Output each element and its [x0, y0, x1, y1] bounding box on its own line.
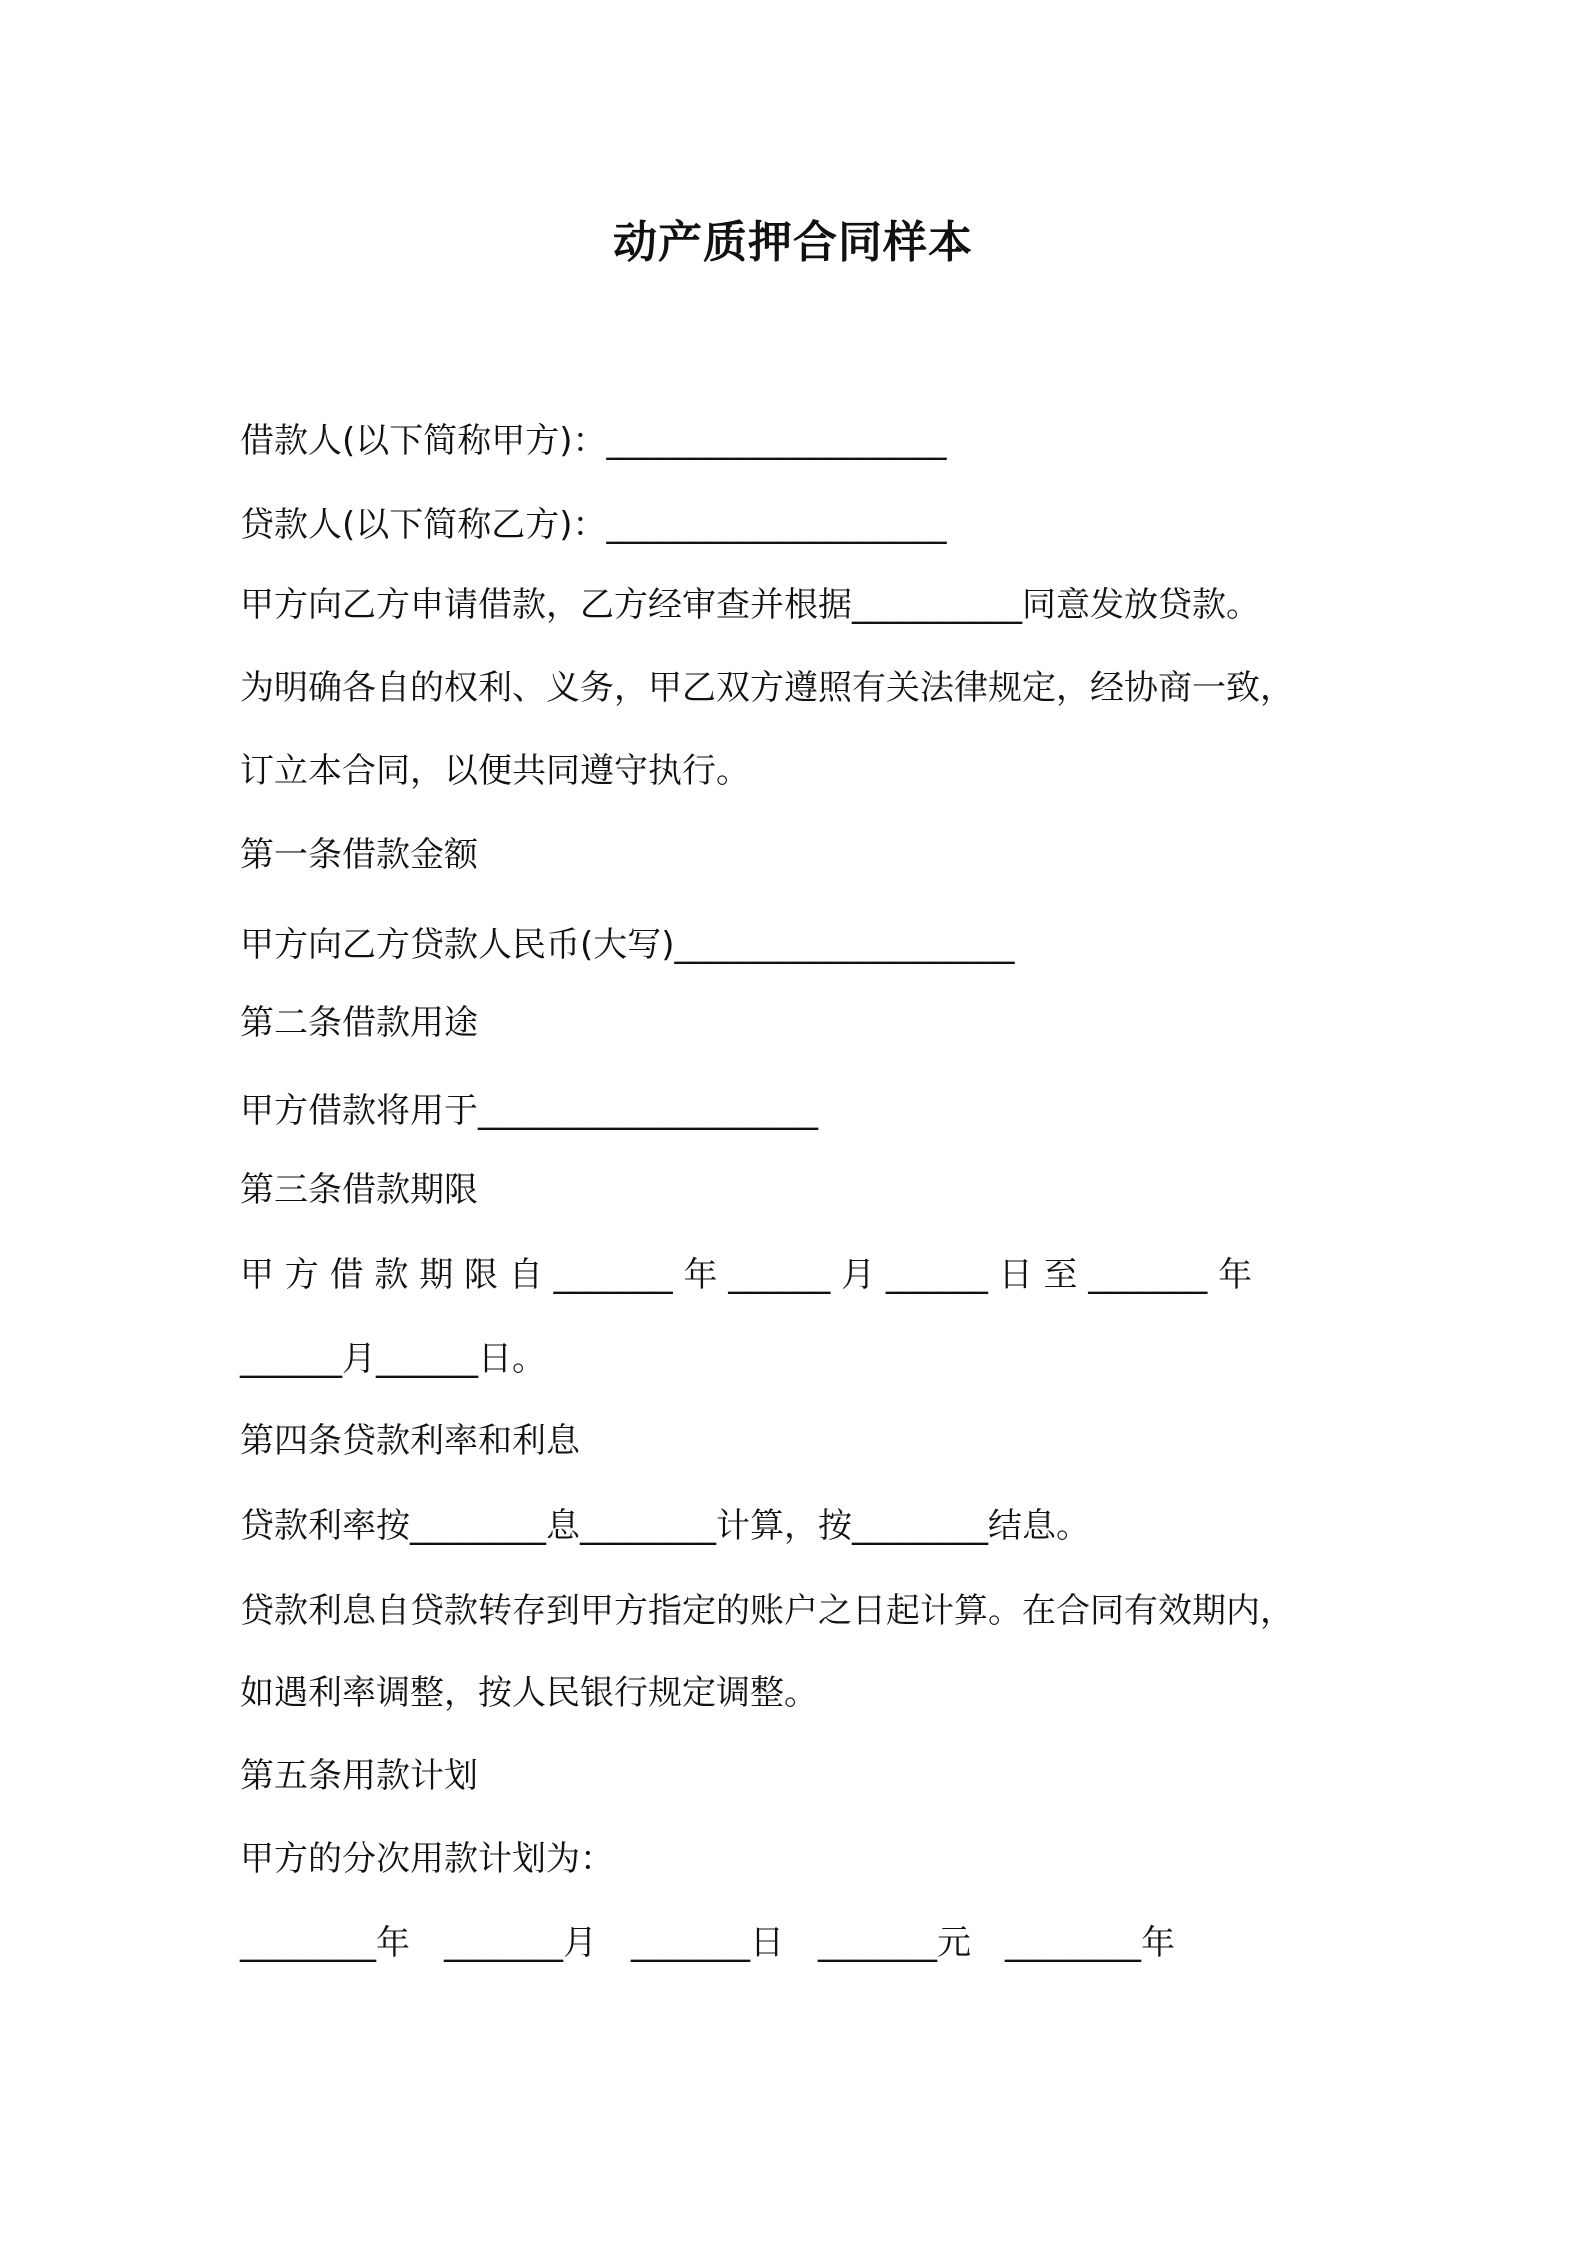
article-heading: 第一条借款金额	[240, 835, 478, 875]
document-title: 动产质押合同样本	[613, 217, 973, 268]
article-heading: 第四条贷款利率和利息	[240, 1421, 580, 1461]
article-heading: 第三条借款期限	[240, 1170, 478, 1210]
paragraph-line: 订立本合同，以便共同遵守执行。	[240, 751, 750, 791]
paragraph-line: 甲方向乙方贷款人民币(大写)____________________	[240, 925, 1015, 965]
lender-line: 贷款人(以下简称乙方)：____________________	[240, 505, 947, 545]
paragraph-line: 如遇利率调整，按人民银行规定调整。	[240, 1673, 818, 1713]
paragraph-line: 为明确各自的权利、义务，甲乙双方遵照有关法律规定，经协商一致，	[240, 668, 1294, 708]
paragraph-line: 贷款利息自贷款转存到甲方指定的账户之日起计算。在合同有效期内，	[240, 1591, 1294, 1631]
article-heading: 第五条用款计划	[240, 1756, 478, 1796]
paragraph-line: 贷款利率按________息________计算，按________结息。	[240, 1506, 1090, 1546]
paragraph-line: ________年 _______月 _______日 _______元 ________年	[240, 1923, 1175, 1963]
paragraph-line: 甲方借款将用于____________________	[240, 1091, 818, 1131]
borrower-line: 借款人(以下简称甲方)：____________________	[240, 421, 947, 461]
paragraph-line: 甲 方 借 款 期 限 自 _______ 年 ______ 月 ______ 日 至 _______ 年	[240, 1255, 1253, 1295]
paragraph-line: ______月______日。	[240, 1339, 546, 1379]
article-heading: 第二条借款用途	[240, 1003, 478, 1043]
paragraph-line: 甲方的分次用款计划为：	[240, 1839, 614, 1879]
paragraph-line: 甲方向乙方申请借款，乙方经审查并根据__________同意发放贷款。	[240, 585, 1260, 625]
